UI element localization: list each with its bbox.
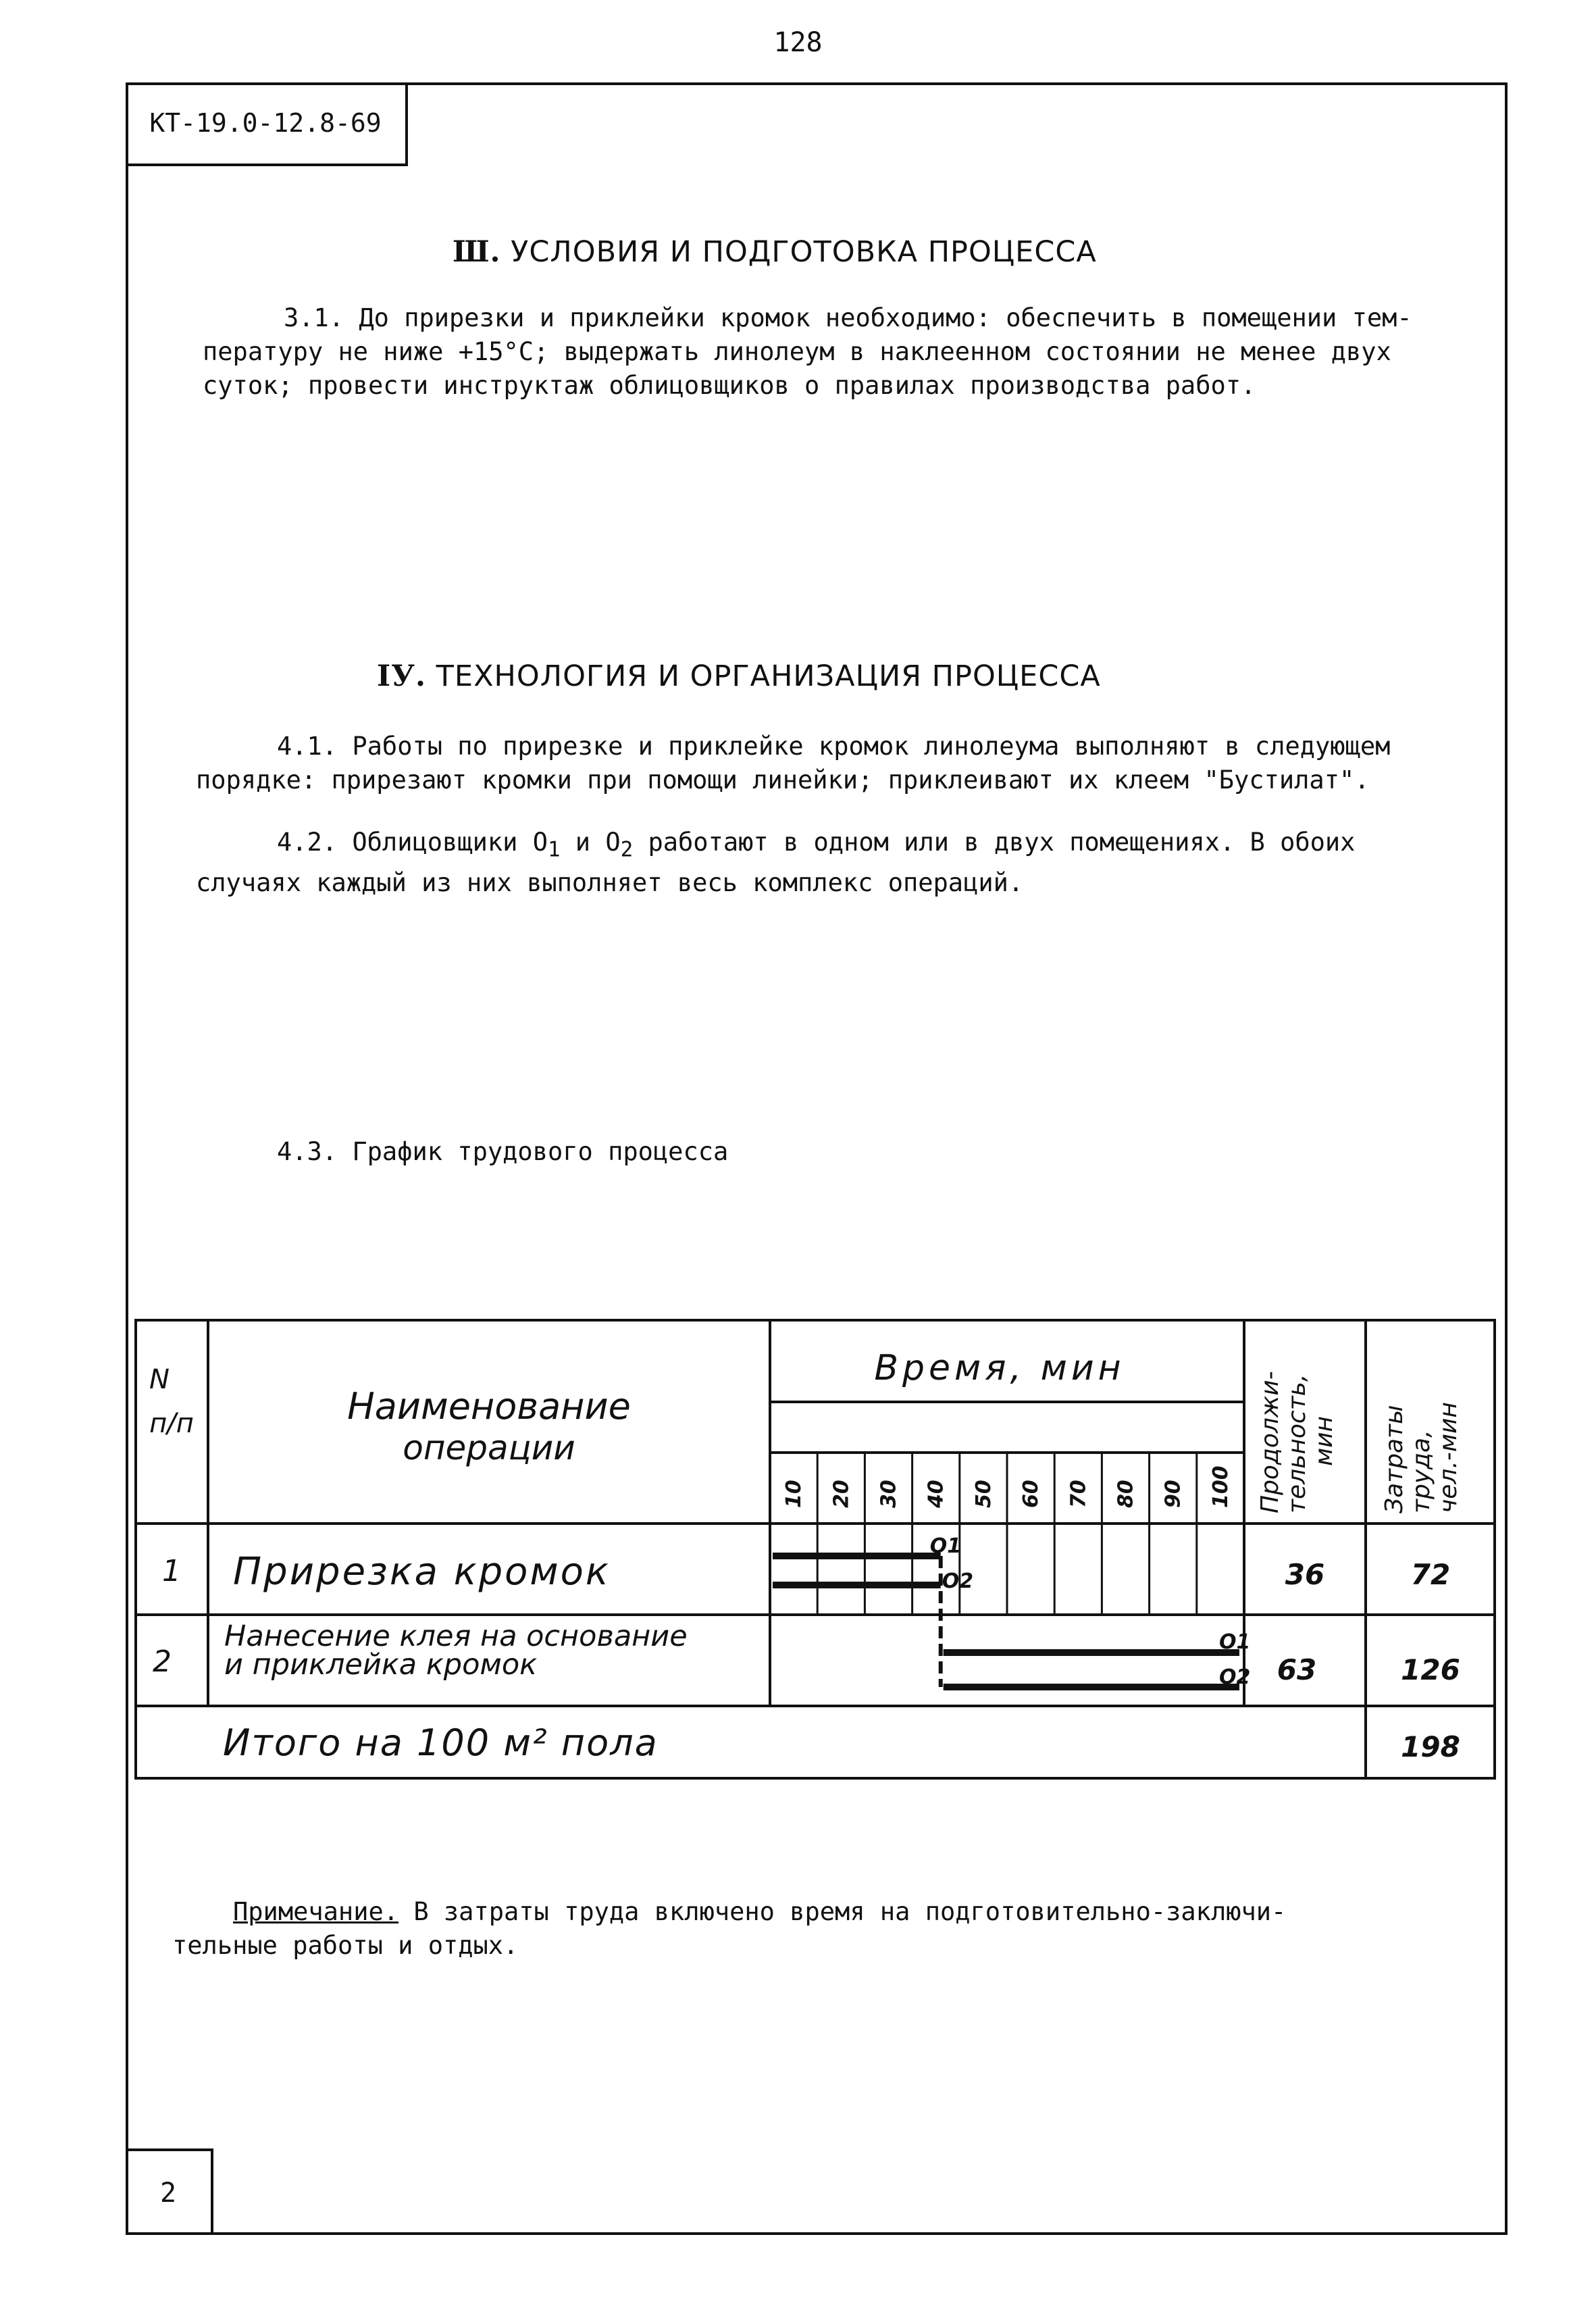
- time-tick-label: 20: [829, 1480, 854, 1508]
- svg-text:тельность,: тельность,: [1283, 1374, 1311, 1513]
- page-number: 128: [773, 27, 823, 58]
- row2-duration: 63: [1277, 1653, 1317, 1686]
- section-4-title: ТЕХНОЛОГИЯ И ОРГАНИЗАЦИЯ ПРОЦЕССА: [436, 659, 1101, 693]
- gantt-bars: [773, 1534, 1250, 1690]
- gantt-bar: [944, 1649, 1239, 1656]
- svg-text:Продолжи-: Продолжи-: [1256, 1371, 1284, 1513]
- row2-num: 2: [153, 1644, 172, 1679]
- time-tick-label: 10: [782, 1480, 806, 1508]
- section-4-3-caption: 4.3. График трудового процесса: [277, 1137, 729, 1166]
- time-tick-label: 50: [971, 1480, 996, 1508]
- row1-labor: 72: [1410, 1558, 1451, 1591]
- worker-label: О2: [1218, 1665, 1251, 1689]
- row2-name-line2: и приклейка кромок: [224, 1648, 538, 1682]
- worker-label: О1: [1218, 1630, 1251, 1654]
- time-tick-label: 30: [877, 1480, 901, 1508]
- worker-label: О1: [929, 1534, 962, 1558]
- p41-line2: порядке: прирезают кромки при помощи линейки; приклеивают их клеем "Бустилат".: [196, 765, 1370, 795]
- note-paragraph: [172, 1895, 1449, 1963]
- p31-line2: пературу не ниже +15°С; выдержать линолеум в наклеенном состоянии не менее двух: [203, 337, 1391, 366]
- section-4-numeral: IУ.: [377, 659, 426, 693]
- svg-text:чел.-мин: чел.-мин: [1435, 1402, 1462, 1513]
- row1-duration: 36: [1285, 1558, 1325, 1591]
- section-3-title: УСЛОВИЯ И ПОДГОТОВКА ПРОЦЕССА: [511, 235, 1097, 269]
- sheet-number: 2: [126, 2148, 213, 2235]
- note-label: Примечание.: [233, 1897, 399, 1926]
- time-column-lines: [817, 1453, 1197, 1615]
- col-time-label: Время, мин: [874, 1348, 1125, 1388]
- p42-line2: случаях каждый из них выполняет весь комплекс операций.: [196, 868, 1024, 898]
- time-tick-label: 70: [1066, 1480, 1091, 1508]
- p31-line3: суток; провести инструктаж облицовщиков о правилах производства работ.: [203, 371, 1256, 400]
- time-tick-label: 100: [1208, 1465, 1233, 1508]
- col-name-label-1: Наименование: [347, 1385, 631, 1428]
- gantt-bar: [773, 1582, 941, 1588]
- col-labor-label: [1381, 1402, 1462, 1513]
- svg-text:мин: мин: [1310, 1415, 1338, 1466]
- row1-num: 1: [162, 1554, 181, 1588]
- col-num-label-1: N: [149, 1364, 170, 1395]
- col-num-label-2: п/п: [149, 1408, 194, 1439]
- row2-name-line1: Нанесение клея на основание: [224, 1619, 688, 1653]
- svg-text:Затраты: Затраты: [1381, 1405, 1408, 1513]
- total-label: Итого на 100 м² пола: [223, 1721, 659, 1764]
- row1-name: Прирезка кромок: [233, 1550, 611, 1594]
- section-3-numeral: Ш.: [453, 235, 501, 269]
- p41-line1: 4.1. Работы по прирезке и приклейке кромок линолеума выполняют в следующем: [277, 732, 1391, 761]
- col-duration-label: [1256, 1371, 1338, 1513]
- time-tick-label: 60: [1019, 1480, 1044, 1508]
- note-line2: тельные работы и отдых.: [172, 1931, 519, 1960]
- gantt-bar: [773, 1553, 941, 1559]
- time-tick-label: 90: [1161, 1480, 1185, 1508]
- time-tick-label: 80: [1114, 1480, 1138, 1508]
- p42-line1: 4.2. Облицовщики $О_1$ и $О_2$ работают в одном или в двух помещениях. В обоих: [277, 828, 1356, 862]
- svg-text:труда,: труда,: [1408, 1430, 1435, 1513]
- document-code: КТ-19.0-12.8-69: [126, 82, 408, 166]
- note-line1: Примечание. В затраты труда включено время на подготовительно-заключи-: [233, 1897, 1287, 1926]
- col-name-label-2: операции: [403, 1428, 575, 1467]
- row2-labor: 126: [1401, 1653, 1460, 1686]
- gantt-bar: [944, 1684, 1239, 1690]
- p31-line1: 3.1. До прирезки и приклейки кромок необходимо: обеспечить в помещении тем-: [284, 303, 1412, 332]
- worker-label: О2: [942, 1569, 974, 1593]
- time-tick-label: 40: [924, 1480, 948, 1508]
- total-labor: 198: [1401, 1730, 1460, 1763]
